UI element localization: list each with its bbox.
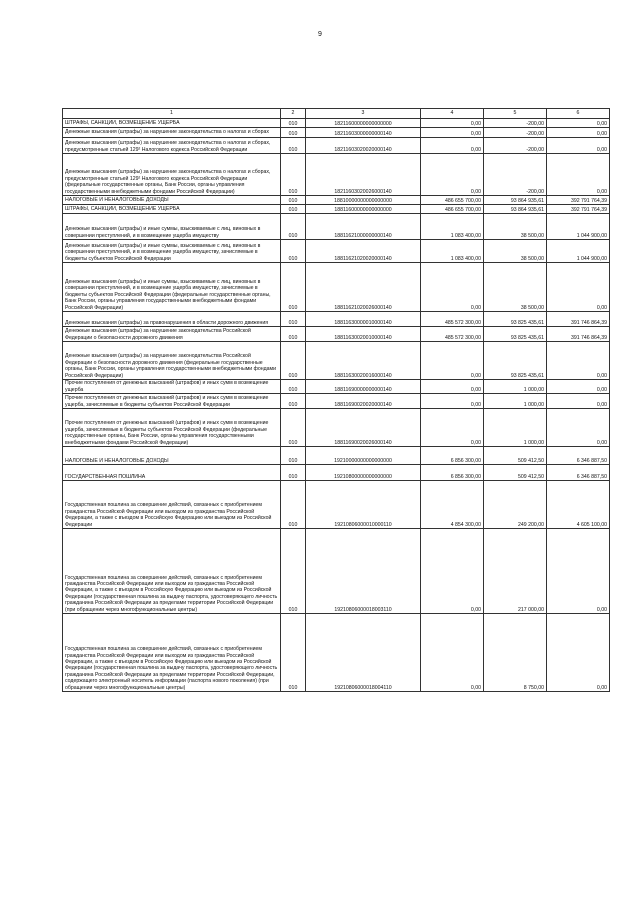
row-value-col4: 486 655 700,00: [421, 196, 484, 205]
row-name: Государственная пошлина за совершение действий, связанных с приобретением гражданства Российской Федерации или выходом из гражданства Российской Федерации, а также с въездом в Российскую Федерацию или выездом из Российской Федерации: [63, 481, 281, 529]
row-value-col5: -200,00: [484, 138, 547, 154]
row-value-col5: 38 500,00: [484, 240, 547, 263]
income-report-table: [62, 108, 610, 692]
row-value-col6: 0,00: [547, 394, 610, 409]
row-budget-code: 18811690020020000140: [306, 394, 421, 409]
table-row: [63, 128, 610, 138]
row-value-col6: 391 746 864,39: [547, 327, 610, 342]
row-line-code: 010: [281, 312, 306, 327]
row-line-code: 010: [281, 263, 306, 312]
row-line-code: 010: [281, 327, 306, 342]
row-name: ГОСУДАРСТВЕННАЯ ПОШЛИНА: [63, 465, 281, 481]
row-budget-code: 18811630020010000140: [306, 327, 421, 342]
column-header: 2: [281, 109, 306, 119]
row-value-col5: 93 864 935,61: [484, 196, 547, 205]
table-row: [63, 240, 610, 263]
row-value-col4: 0,00: [421, 394, 484, 409]
table-row: [63, 481, 610, 529]
row-line-code: 010: [281, 138, 306, 154]
row-value-col4: 0,00: [421, 119, 484, 128]
row-value-col6: 0,00: [547, 614, 610, 692]
table-row: [63, 380, 610, 394]
row-line-code: 010: [281, 128, 306, 138]
row-value-col5: 38 500,00: [484, 214, 547, 240]
row-value-col5: 1 000,00: [484, 380, 547, 394]
row-value-col4: 6 856 300,00: [421, 447, 484, 465]
row-value-col6: 392 791 764,39: [547, 196, 610, 205]
row-name: ШТРАФЫ, САНКЦИИ, ВОЗМЕЩЕНИЕ УЩЕРБА: [63, 119, 281, 128]
row-line-code: 010: [281, 409, 306, 447]
row-value-col6: 1 044 900,00: [547, 214, 610, 240]
row-name: Денежные взыскания (штрафы) за нарушение законодательства Российской Федерации о безопасности дорожного движения: [63, 327, 281, 342]
column-header: 3: [306, 109, 421, 119]
row-value-col5: 93 864 935,61: [484, 205, 547, 214]
row-value-col6: 0,00: [547, 154, 610, 196]
row-value-col5: 1 000,00: [484, 409, 547, 447]
row-value-col6: 0,00: [547, 342, 610, 380]
row-line-code: 010: [281, 614, 306, 692]
table-row: [63, 394, 610, 409]
row-value-col5: -200,00: [484, 128, 547, 138]
row-value-col6: 392 791 764,39: [547, 205, 610, 214]
row-line-code: 010: [281, 154, 306, 196]
column-header: 1: [63, 109, 281, 119]
row-budget-code: 19210800000000000000: [306, 465, 421, 481]
row-value-col6: 4 605 100,00: [547, 481, 610, 529]
row-name: Денежные взыскания (штрафы) и иные суммы, взыскиваемые с лиц, виновных в совершении преступлений, и в возмещение ущерба имуществу, зачисляемые в бюджеты субъектов Российской Федерации (федеральные государственные органы, Банк России, органы управления государственными внебюджетными фондами Российской Федерации): [63, 263, 281, 312]
row-budget-code: 18811621020026000140: [306, 263, 421, 312]
row-line-code: 010: [281, 465, 306, 481]
row-budget-code: 18811621000000000140: [306, 214, 421, 240]
row-name: НАЛОГОВЫЕ И НЕНАЛОГОВЫЕ ДОХОДЫ: [63, 447, 281, 465]
row-value-col5: 509 412,50: [484, 465, 547, 481]
table-row: [63, 614, 610, 692]
row-value-col4: 0,00: [421, 154, 484, 196]
row-value-col4: 485 572 300,00: [421, 312, 484, 327]
table-row: [63, 214, 610, 240]
table-row: [63, 196, 610, 205]
row-name: Денежные взыскания (штрафы) за нарушение законодательства Российской Федерации о безопасности дорожного движения (федеральные государственные органы, Банк России, органы управления государственными внебюджетными фондами Российской Федерации): [63, 342, 281, 380]
table-row: [63, 154, 610, 196]
row-value-col4: 0,00: [421, 380, 484, 394]
row-name: Государственная пошлина за совершение действий, связанных с приобретением гражданства Российской Федерации или выходом из гражданства Российской Федерации, а также с въездом в Российскую Федерацию или выездом из Российской Федерации (государственная пошлина за выдачу паспорта, удостоверяющего личность гражданина Российской Федерации за пределами территории Российской Федерации, содержащего электронный носитель информации (паспорта нового поколения) (при обращении через многофункциональные центры): [63, 614, 281, 692]
column-number-row: [63, 109, 610, 119]
row-name: Денежные взыскания (штрафы) за нарушение законодательства о налогах и сборах: [63, 128, 281, 138]
row-value-col5: 93 825 435,61: [484, 327, 547, 342]
row-line-code: 010: [281, 481, 306, 529]
table-row: [63, 409, 610, 447]
row-budget-code: 18811690020026000140: [306, 409, 421, 447]
row-line-code: 010: [281, 342, 306, 380]
row-name: Государственная пошлина за совершение действий, связанных с приобретением гражданства Российской Федерации или выходом из гражданства Российской Федерации, а также с въездом в Российскую Федерацию или выездом из Российской Федерации (государственная пошлина за выдачу паспорта, удостоверяющего личность гражданина Российской Федерации за пределами территории Российской Федерации (при обращении через многофункциональные центры): [63, 529, 281, 614]
row-budget-code: 18810000000000000000: [306, 196, 421, 205]
row-value-col5: -200,00: [484, 154, 547, 196]
row-value-col6: 0,00: [547, 119, 610, 128]
row-value-col5: 249 200,00: [484, 481, 547, 529]
row-value-col5: 8 750,00: [484, 614, 547, 692]
row-name: Денежные взыскания (штрафы) за правонарушения в области дорожного движения: [63, 312, 281, 327]
row-value-col6: 1 044 900,00: [547, 240, 610, 263]
row-value-col4: 1 083 400,00: [421, 214, 484, 240]
row-budget-code: 18211603020026000140: [306, 154, 421, 196]
row-budget-code: 18211603000000000140: [306, 128, 421, 138]
row-budget-code: 18811600000000000000: [306, 205, 421, 214]
row-line-code: 010: [281, 119, 306, 128]
row-value-col6: 0,00: [547, 380, 610, 394]
column-header: 5: [484, 109, 547, 119]
row-value-col5: 38 500,00: [484, 263, 547, 312]
row-budget-code: 19210806000018003110: [306, 529, 421, 614]
table-row: [63, 447, 610, 465]
row-value-col6: 0,00: [547, 128, 610, 138]
row-line-code: 010: [281, 529, 306, 614]
row-value-col4: 6 856 300,00: [421, 465, 484, 481]
row-budget-code: 18811621020020000140: [306, 240, 421, 263]
row-value-col5: 1 000,00: [484, 394, 547, 409]
row-value-col4: 0,00: [421, 614, 484, 692]
row-name: Денежные взыскания (штрафы) и иные суммы, взыскиваемые с лиц, виновных в совершении преступлений, и в возмещение ущерба имуществу, зачисляемые в бюджеты субъектов Российской Федерации: [63, 240, 281, 263]
table-row: [63, 138, 610, 154]
row-budget-code: 19210806000018004110: [306, 614, 421, 692]
row-value-col4: 0,00: [421, 409, 484, 447]
row-line-code: 010: [281, 214, 306, 240]
row-line-code: 010: [281, 196, 306, 205]
row-value-col6: 0,00: [547, 263, 610, 312]
row-name: Денежные взыскания (штрафы) за нарушение законодательства о налогах и сборах, предусмотренные статьей 129² Налогового кодекса Российской Федерации (федеральные государственные органы, Банк России, органы управления государственными внебюджетными фондами Российской Федерации): [63, 154, 281, 196]
row-budget-code: 18211603020020000140: [306, 138, 421, 154]
row-name: Прочие поступления от денежных взысканий (штрафов) и иных сумм в возмещение ущерба, зачисляемые в бюджеты субъектов Российской Федерации: [63, 394, 281, 409]
row-budget-code: 19210806000010000110: [306, 481, 421, 529]
row-line-code: 010: [281, 394, 306, 409]
row-line-code: 010: [281, 380, 306, 394]
row-value-col4: 0,00: [421, 128, 484, 138]
table-row: [63, 119, 610, 128]
row-value-col5: 509 412,50: [484, 447, 547, 465]
table-row: [63, 205, 610, 214]
row-value-col4: 486 655 700,00: [421, 205, 484, 214]
row-value-col4: 0,00: [421, 529, 484, 614]
row-name: Денежные взыскания (штрафы) за нарушение законодательства о налогах и сборах, предусмотренные статьей 129² Налогового кодекса Российской Федерации: [63, 138, 281, 154]
page-number: 9: [318, 31, 322, 38]
row-budget-code: 18211600000000000000: [306, 119, 421, 128]
row-value-col4: 4 854 300,00: [421, 481, 484, 529]
row-value-col6: 6 346 887,50: [547, 465, 610, 481]
row-budget-code: 18811630020016000140: [306, 342, 421, 380]
table-row: [63, 529, 610, 614]
row-value-col4: 0,00: [421, 263, 484, 312]
table-row: [63, 465, 610, 481]
table-row: [63, 312, 610, 327]
row-name: Прочие поступления от денежных взысканий (штрафов) и иных сумм в возмещение ущерба: [63, 380, 281, 394]
row-value-col4: 1 083 400,00: [421, 240, 484, 263]
row-value-col6: 0,00: [547, 138, 610, 154]
row-value-col4: 0,00: [421, 138, 484, 154]
row-name: Денежные взыскания (штрафы) и иные суммы, взыскиваемые с лиц, виновных в совершении преступлений, и в возмещение ущерба имуществу: [63, 214, 281, 240]
row-value-col5: 93 825 435,61: [484, 342, 547, 380]
row-value-col6: 6 346 887,50: [547, 447, 610, 465]
table-row: [63, 342, 610, 380]
row-line-code: 010: [281, 240, 306, 263]
row-budget-code: 19210000000000000000: [306, 447, 421, 465]
row-value-col6: 0,00: [547, 409, 610, 447]
column-header: 6: [547, 109, 610, 119]
row-value-col4: 0,00: [421, 342, 484, 380]
row-budget-code: 18811630000010000140: [306, 312, 421, 327]
row-line-code: 010: [281, 205, 306, 214]
row-value-col5: 93 825 435,61: [484, 312, 547, 327]
table-row: [63, 263, 610, 312]
row-value-col5: 217 000,00: [484, 529, 547, 614]
row-name: ШТРАФЫ, САНКЦИИ, ВОЗМЕЩЕНИЕ УЩЕРБА: [63, 205, 281, 214]
row-value-col4: 485 572 300,00: [421, 327, 484, 342]
column-header: 4: [421, 109, 484, 119]
row-name: НАЛОГОВЫЕ И НЕНАЛОГОВЫЕ ДОХОДЫ: [63, 196, 281, 205]
row-name: Прочие поступления от денежных взысканий (штрафов) и иных сумм в возмещение ущерба, зачисляемые в бюджеты субъектов Российской Федерации (федеральные государственные органы, Банк России, органы управления государственными внебюджетными фондами Российской Федерации): [63, 409, 281, 447]
table-row: [63, 327, 610, 342]
row-value-col5: -200,00: [484, 119, 547, 128]
row-line-code: 010: [281, 447, 306, 465]
row-budget-code: 18811690000000000140: [306, 380, 421, 394]
row-value-col6: 391 746 864,39: [547, 312, 610, 327]
row-value-col6: 0,00: [547, 529, 610, 614]
